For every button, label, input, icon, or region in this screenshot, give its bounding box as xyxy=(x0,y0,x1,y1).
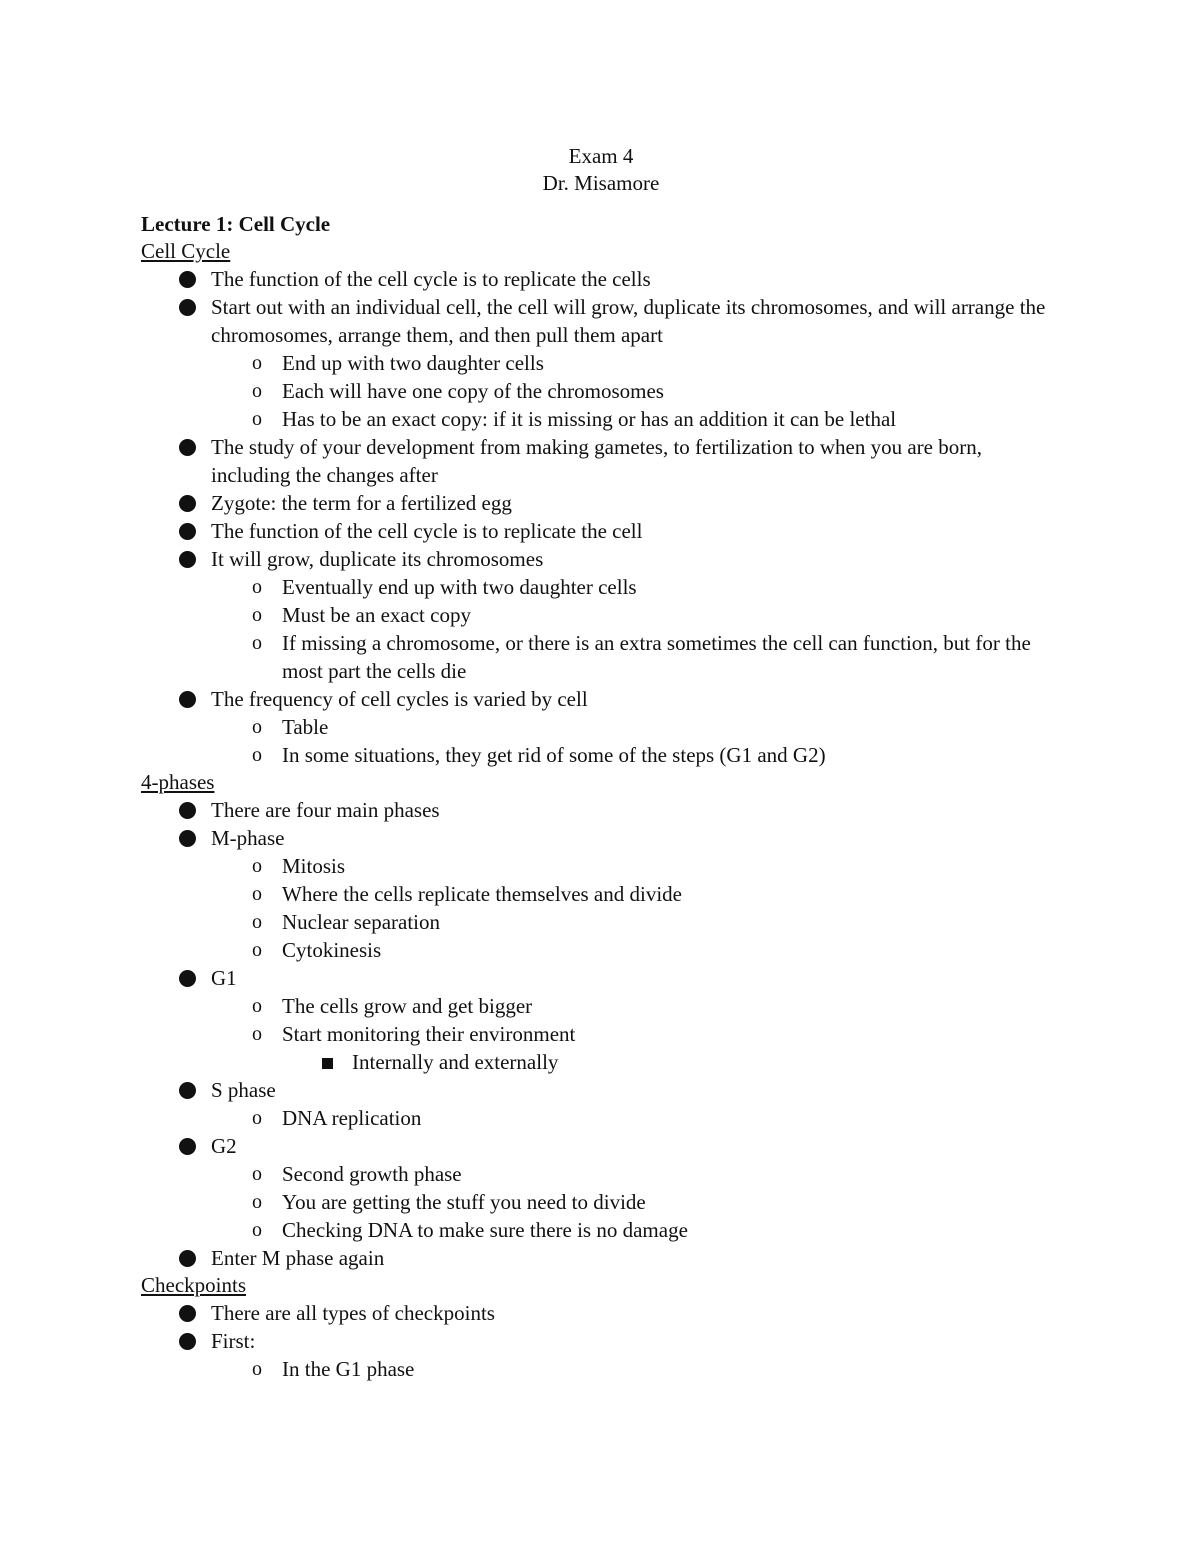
lecture-heading: Lecture 1: Cell Cycle xyxy=(141,212,331,236)
list-item xyxy=(141,880,1061,908)
notes-body xyxy=(141,238,1061,1383)
list-item-text: M-phase xyxy=(211,826,285,850)
document-title: Exam 4 xyxy=(568,144,634,168)
filled-circle-bullet-icon xyxy=(175,265,199,295)
list-item-text: Enter M phase again xyxy=(211,1246,385,1270)
list-item xyxy=(141,1216,1061,1244)
list-item-text: Checking DNA to make sure there is no damage xyxy=(282,1218,688,1242)
list-item xyxy=(141,908,1061,936)
filled-circle-bullet-icon xyxy=(175,433,199,463)
hollow-o-bullet-icon: o xyxy=(252,1023,262,1045)
list-item xyxy=(141,601,1061,629)
list-item xyxy=(141,1355,1061,1383)
list-item-text: Has to be an exact copy: if it is missing or has an addition it can be lethal xyxy=(282,407,897,431)
list-item xyxy=(141,1160,1061,1188)
hollow-o-bullet-icon: o xyxy=(252,911,262,933)
list-item xyxy=(141,545,1061,573)
list-item xyxy=(141,293,1061,349)
list-item xyxy=(141,852,1061,880)
list-item xyxy=(141,1299,1061,1327)
hollow-o-bullet-icon: o xyxy=(252,744,262,766)
notes-section xyxy=(141,238,1061,769)
list-item-text: In some situations, they get rid of some of the steps (G1 and G2) xyxy=(282,743,826,767)
list-item xyxy=(141,964,1061,992)
hollow-o-bullet-icon: o xyxy=(252,1107,262,1129)
document-page xyxy=(141,143,1061,1383)
list-item xyxy=(141,1327,1061,1355)
filled-square-bullet-icon xyxy=(315,1048,339,1076)
filled-circle-bullet-icon xyxy=(175,293,199,323)
list-item xyxy=(141,824,1061,852)
filled-circle-bullet-icon xyxy=(175,1244,199,1274)
filled-circle-bullet-icon xyxy=(175,964,199,994)
hollow-o-bullet-icon: o xyxy=(252,576,262,598)
list-item xyxy=(141,433,1061,489)
list-item xyxy=(141,405,1061,433)
list-item-text: Each will have one copy of the chromosomes xyxy=(282,379,664,403)
hollow-o-bullet-icon: o xyxy=(252,995,262,1017)
list-item-text: The cells grow and get bigger xyxy=(282,994,533,1018)
list-item xyxy=(141,713,1061,741)
list-item xyxy=(141,1020,1061,1048)
notes-section xyxy=(141,769,1061,1272)
list-item-text: Nuclear separation xyxy=(282,910,441,934)
list-item-text: S phase xyxy=(211,1078,276,1102)
list-item-text: Table xyxy=(282,715,329,739)
list-item-text: Must be an exact copy xyxy=(282,603,471,627)
filled-circle-bullet-icon xyxy=(175,1076,199,1106)
hollow-o-bullet-icon: o xyxy=(252,352,262,374)
filled-circle-bullet-icon xyxy=(175,796,199,826)
list-item-text: Where the cells replicate themselves and divide xyxy=(282,882,682,906)
hollow-o-bullet-icon: o xyxy=(252,1163,262,1185)
list-item xyxy=(141,377,1061,405)
list-item-text: Mitosis xyxy=(282,854,346,878)
filled-circle-bullet-icon xyxy=(175,1132,199,1162)
list-item-text: Start out with an individual cell, the cell will grow, duplicate its chromosomes, and will arrange the chromosomes, arrange them, and then pull them apart xyxy=(211,295,1046,347)
list-item-text: You are getting the stuff you need to divide xyxy=(282,1190,646,1214)
list-item-text: Second growth phase xyxy=(282,1162,462,1186)
list-item xyxy=(141,936,1061,964)
list-item xyxy=(141,796,1061,824)
notes-section xyxy=(141,1272,1061,1383)
list-item xyxy=(141,685,1061,713)
list-item-text: DNA replication xyxy=(282,1106,422,1130)
hollow-o-bullet-icon: o xyxy=(252,1191,262,1213)
list-item-text: Cytokinesis xyxy=(282,938,382,962)
list-item-text: In the G1 phase xyxy=(282,1357,415,1381)
hollow-o-bullet-icon: o xyxy=(252,1219,262,1241)
list-item xyxy=(141,1132,1061,1160)
filled-circle-bullet-icon xyxy=(175,489,199,519)
hollow-o-bullet-icon: o xyxy=(252,883,262,905)
hollow-o-bullet-icon: o xyxy=(252,408,262,430)
list-item-text: Eventually end up with two daughter cells xyxy=(282,575,637,599)
list-item-text: There are all types of checkpoints xyxy=(211,1301,495,1325)
filled-circle-bullet-icon xyxy=(175,824,199,854)
hollow-o-bullet-icon: o xyxy=(252,855,262,877)
section-heading: 4-phases xyxy=(141,770,215,794)
filled-circle-bullet-icon xyxy=(175,1299,199,1329)
list-item-text: First: xyxy=(211,1329,256,1353)
hollow-o-bullet-icon: o xyxy=(252,632,262,654)
filled-circle-bullet-icon xyxy=(175,685,199,715)
hollow-o-bullet-icon: o xyxy=(252,380,262,402)
filled-circle-bullet-icon xyxy=(175,1327,199,1357)
list-item-text: It will grow, duplicate its chromosomes xyxy=(211,547,544,571)
hollow-o-bullet-icon: o xyxy=(252,1358,262,1380)
section-heading: Checkpoints xyxy=(141,1273,246,1297)
list-item xyxy=(141,629,1061,685)
list-item xyxy=(141,1076,1061,1104)
list-item xyxy=(141,1104,1061,1132)
list-item xyxy=(141,517,1061,545)
list-item-text: There are four main phases xyxy=(211,798,440,822)
list-item-text: Internally and externally xyxy=(352,1050,559,1074)
list-item xyxy=(141,349,1061,377)
list-item-text: If missing a chromosome, or there is an extra sometimes the cell can function, but for the most part the cells die xyxy=(282,631,1031,683)
list-item xyxy=(141,1188,1061,1216)
list-item xyxy=(141,573,1061,601)
list-item-text: The frequency of cell cycles is varied by cell xyxy=(211,687,588,711)
list-item xyxy=(141,1244,1061,1272)
list-item-text: The function of the cell cycle is to replicate the cells xyxy=(211,267,651,291)
list-item xyxy=(141,992,1061,1020)
hollow-o-bullet-icon: o xyxy=(252,716,262,738)
list-item-text: End up with two daughter cells xyxy=(282,351,544,375)
document-header xyxy=(141,143,1061,197)
list-item xyxy=(141,1048,1061,1076)
list-item xyxy=(141,489,1061,517)
document-subtitle: Dr. Misamore xyxy=(542,171,660,195)
list-item xyxy=(141,741,1061,769)
hollow-o-bullet-icon: o xyxy=(252,939,262,961)
filled-circle-bullet-icon xyxy=(175,545,199,575)
list-item-text: G1 xyxy=(211,966,237,990)
section-heading: Cell Cycle xyxy=(141,239,231,263)
filled-circle-bullet-icon xyxy=(175,517,199,547)
list-item-text: The function of the cell cycle is to replicate the cell xyxy=(211,519,643,543)
list-item-text: The study of your development from making gametes, to fertilization to when you are born, including the changes after xyxy=(211,435,982,487)
list-item xyxy=(141,265,1061,293)
list-item-text: Zygote: the term for a fertilized egg xyxy=(211,491,512,515)
list-item-text: Start monitoring their environment xyxy=(282,1022,576,1046)
hollow-o-bullet-icon: o xyxy=(252,604,262,626)
list-item-text: G2 xyxy=(211,1134,237,1158)
